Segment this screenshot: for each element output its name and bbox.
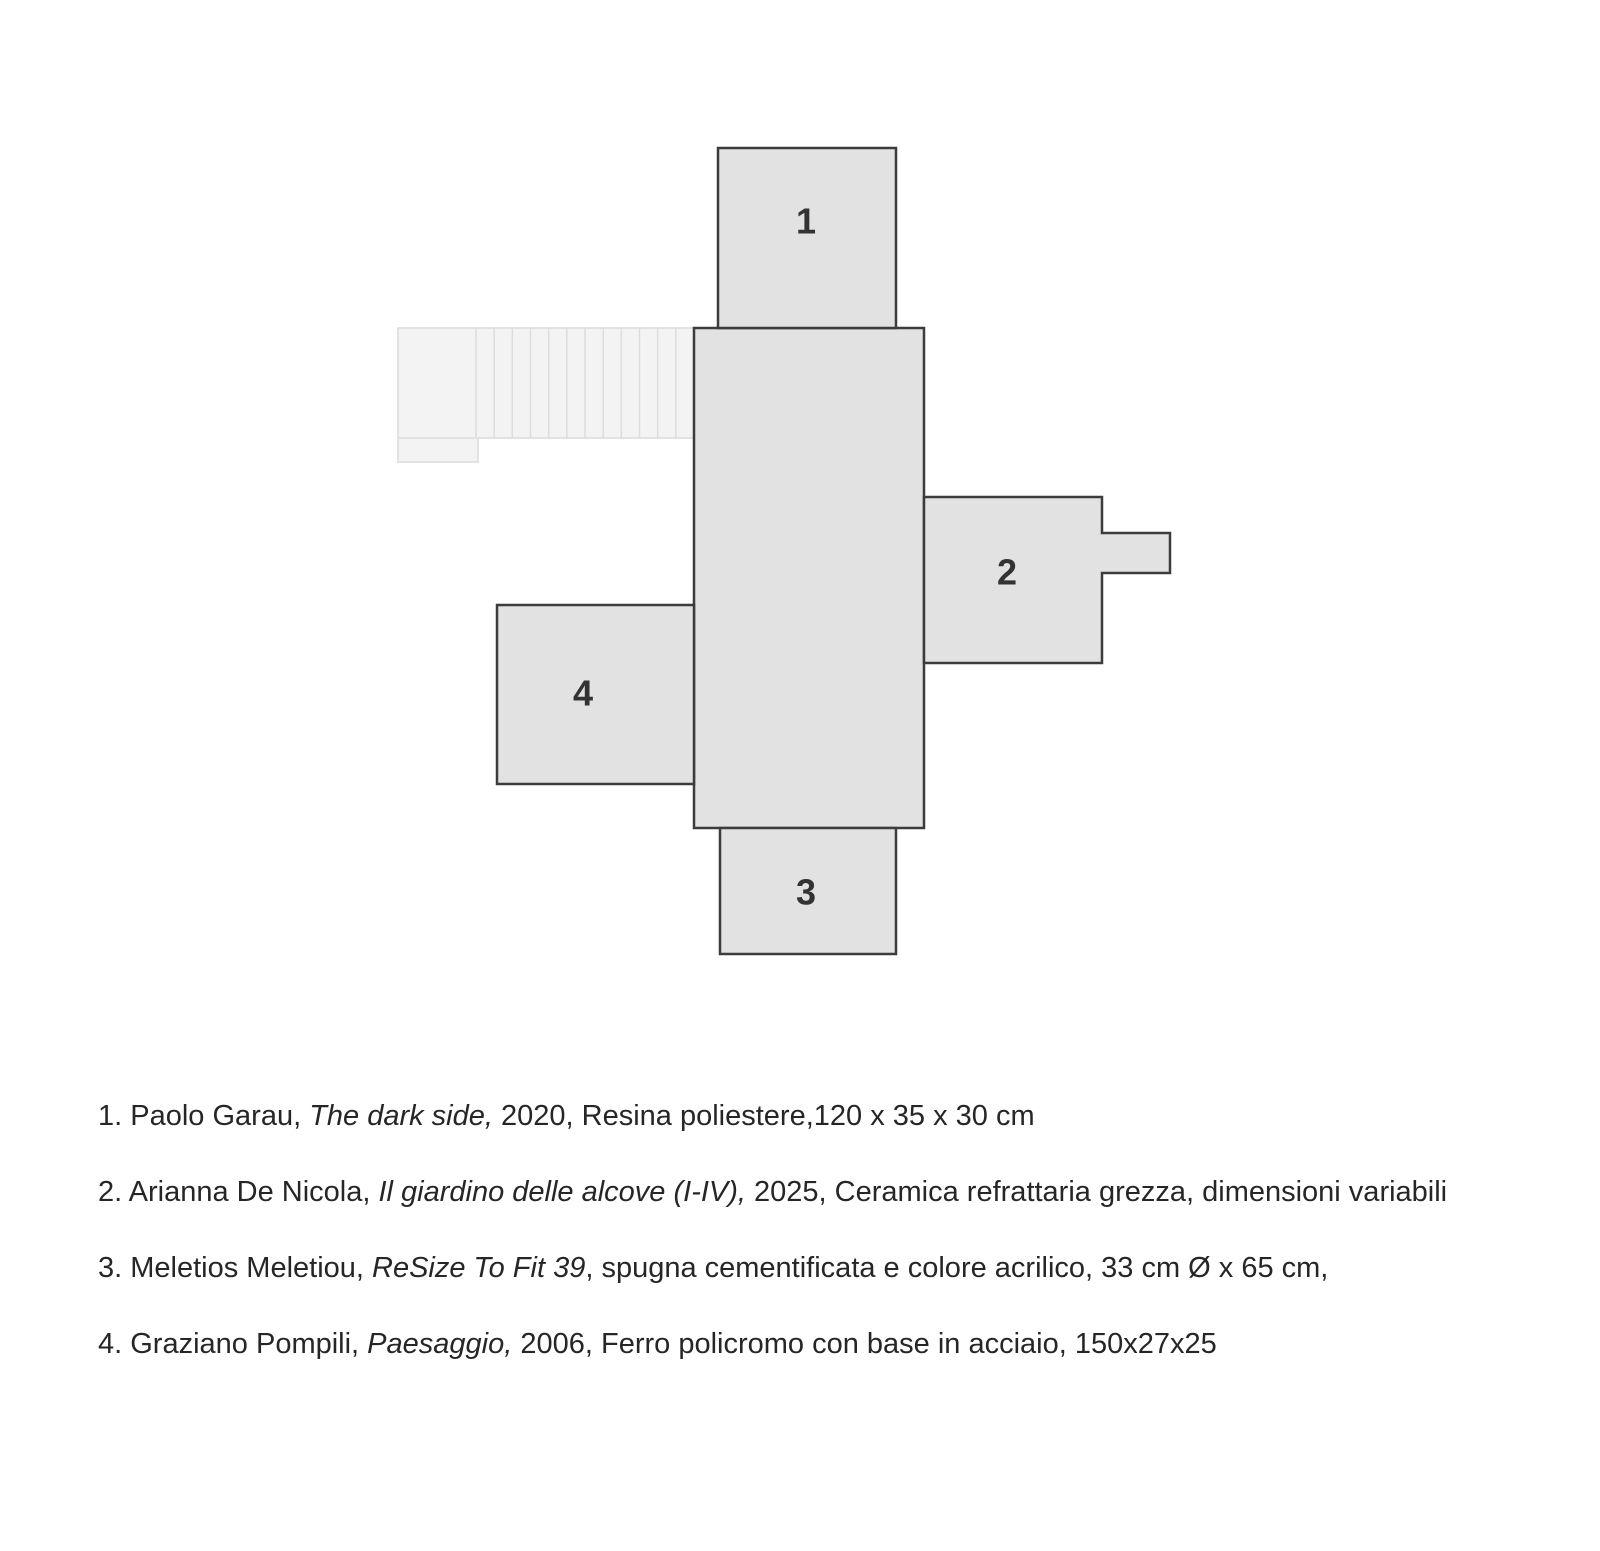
caption-4-title: Paesaggio, <box>367 1328 513 1360</box>
caption-1-artist: 1. Paolo Garau, <box>98 1100 310 1132</box>
caption-4-artist: 4. Graziano Pompili, <box>98 1328 368 1360</box>
caption-1-title: The dark side, <box>309 1100 493 1132</box>
caption-item-4 <box>98 1325 1538 1363</box>
staircase-landing-step <box>398 438 478 462</box>
caption-3-artist: 3. Meletios Meletiou, <box>98 1252 373 1284</box>
caption-2-title: Il giardino delle alcove (I-IV), <box>378 1176 746 1208</box>
staircase-landing <box>398 328 476 438</box>
caption-item-3 <box>98 1249 1538 1287</box>
caption-2-artist: 2. Arianna De Nicola, <box>98 1176 379 1208</box>
caption-1-details: 2020, Resina poliestere,120 x 35 x 30 cm <box>492 1100 1035 1132</box>
caption-item-2 <box>98 1173 1538 1211</box>
room-number-2: 2 <box>996 551 1018 593</box>
caption-3-details: , spugna cementificata e colore acrilico, 33 cm Ø x 65 cm, <box>585 1252 1329 1284</box>
caption-2-details: 2025, Ceramica refrattaria grezza, dimensioni variabili <box>745 1176 1448 1208</box>
room-central-hall <box>694 328 924 828</box>
room-number-1: 1 <box>795 200 817 242</box>
caption-3-title: ReSize To Fit 39 <box>372 1252 586 1284</box>
caption-4-details: 2006, Ferro policromo con base in acciaio, 150x27x25 <box>512 1328 1217 1360</box>
artwork-captions <box>98 1097 1538 1401</box>
staircase <box>398 328 694 462</box>
room-4 <box>497 605 694 784</box>
caption-item-1 <box>98 1097 1538 1135</box>
room-2 <box>924 497 1170 663</box>
room-number-4: 4 <box>572 672 594 714</box>
room-number-3: 3 <box>795 871 817 913</box>
